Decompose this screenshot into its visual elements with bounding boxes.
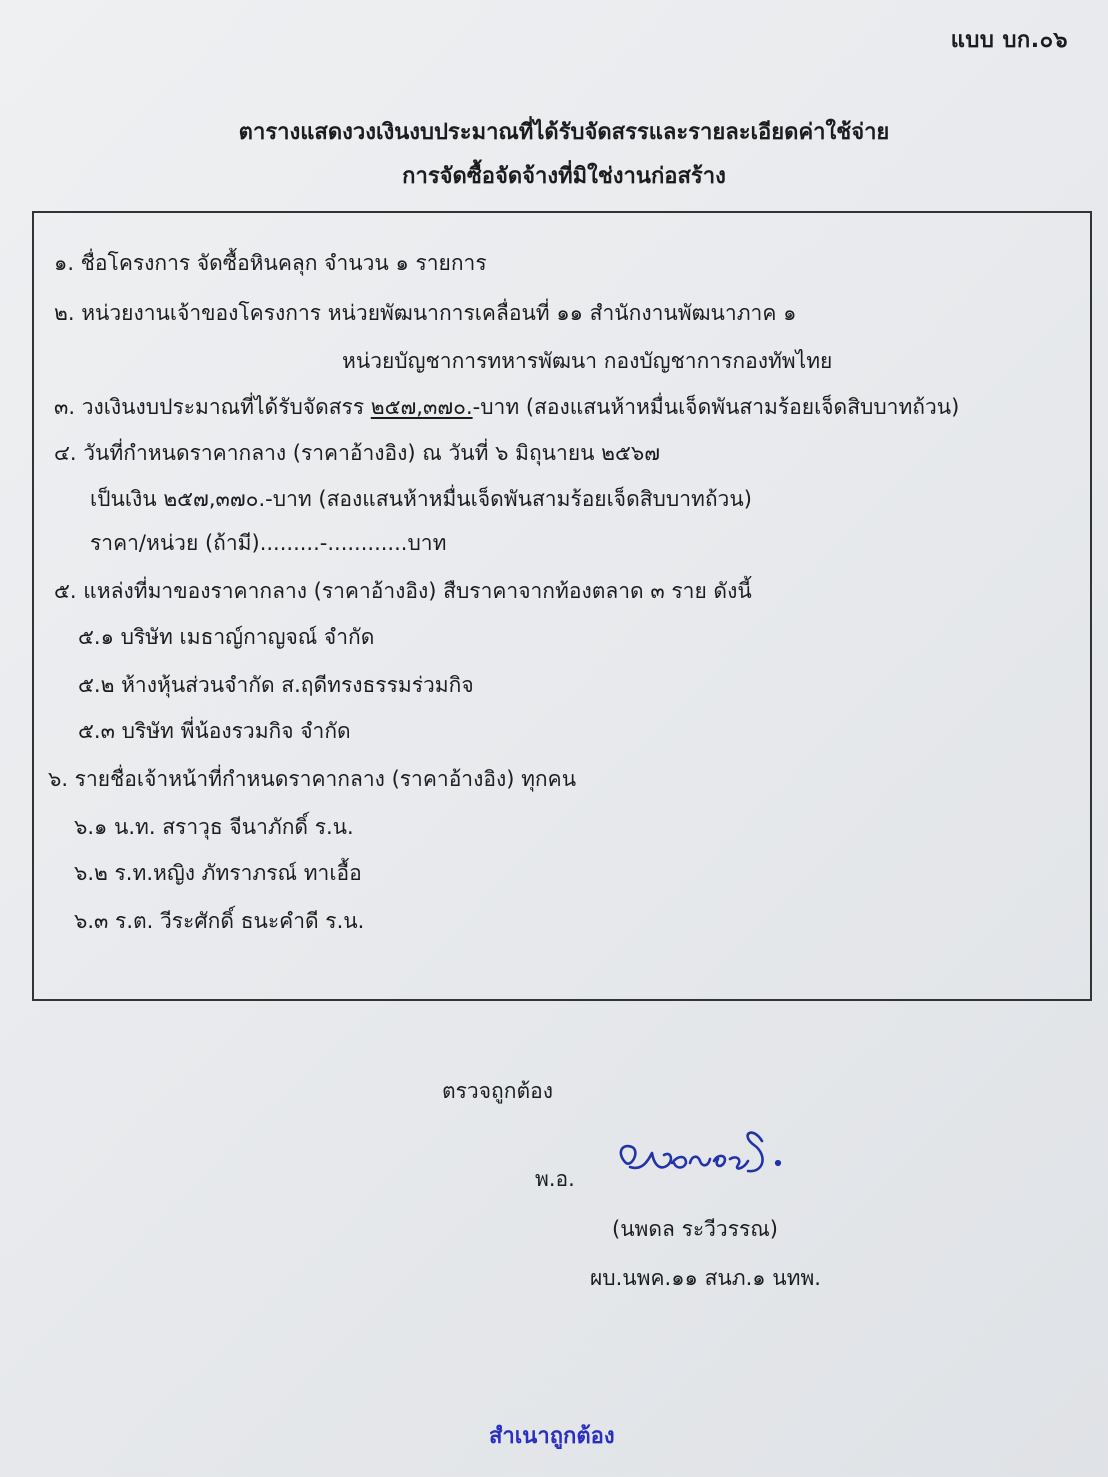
sources-heading: ๕. แหล่งที่มาของราคากลาง (ราคาอ้างอิง) สืบราคาจากท้องตลาด ๓ ราย ดังนี้ (54, 579, 752, 603)
ref-amount: เป็นเงิน ๒๕๗,๓๗๐.-บาท (สองแสนห้าหมื่นเจ็ดพันสามร้อยเจ็ดสิบบาทถ้วน) (90, 487, 752, 511)
budget-line (54, 391, 959, 424)
budget-suffix: -บาท (สองแสนห้าหมื่นเจ็ดพันสามร้อยเจ็ดสิบบาทถ้วน) (472, 395, 960, 419)
officers-heading: ๖. รายชื่อเจ้าหน้าที่กำหนดราคากลาง (ราคาอ้างอิง) ทุกคน (48, 767, 577, 791)
officer-item-2: ๖.๒ ร.ท.หญิง ภัทราภรณ์ ทาเอื้อ (74, 861, 362, 885)
project-name: ๑. ชื่อโครงการ จัดซื้อหินคลุก จำนวน ๑ รายการ (54, 251, 487, 275)
owner-line-2: หน่วยบัญชาการทหารพัฒนา กองบัญชาการกองทัพไทย (342, 349, 833, 373)
document-subtitle: การจัดซื้อจัดจ้างที่มิใช่งานก่อสร้าง (402, 164, 726, 189)
details-box (32, 211, 1092, 1001)
signer-position: ผบ.นพค.๑๑ สนภ.๑ นทพ. (590, 1266, 821, 1290)
unit-price: ราคา/หน่วย (ถ้ามี).........-............บาท (90, 531, 447, 555)
source-item-2: ๕.๒ ห้างหุ้นส่วนจำกัด ส.ฤดีทรงธรรมร่วมกิจ (78, 673, 474, 697)
signer-rank: พ.อ. (535, 1167, 575, 1191)
officer-item-3: ๖.๓ ร.ต. วีระศักดิ์ ธนะคำดี ร.น. (74, 909, 365, 933)
source-item-1: ๕.๑ บริษัท เมธาญ์กาญจณ์ จำกัด (78, 625, 375, 649)
owner-line-1: ๒. หน่วยงานเจ้าของโครงการ หน่วยพัฒนาการเคลื่อนที่ ๑๑ สำนักงานพัฒนาภาค ๑ (54, 301, 797, 325)
signer-name: (นพดล ระวีวรรณ) (612, 1217, 778, 1241)
budget-prefix: ๓. วงเงินงบประมาณที่ได้รับจัดสรร (54, 395, 371, 419)
source-item-3: ๕.๓ บริษัท พี่น้องรวมกิจ จำกัด (78, 719, 351, 743)
ref-date: ๔. วันที่กำหนดราคากลาง (ราคาอ้างอิง) ณ วันที่ ๖ มิถุนายน ๒๕๖๗ (54, 441, 661, 465)
verification-label: ตรวจถูกต้อง (442, 1079, 553, 1103)
budget-amount: ๒๕๗,๓๗๐. (370, 395, 473, 419)
document-title: ตารางแสดงวงเงินงบประมาณที่ได้รับจัดสรรและรายละเอียดค่าใช้จ่าย (238, 120, 890, 145)
certified-copy-stamp: สำเนาถูกต้อง (489, 1424, 615, 1449)
signature-image (612, 1115, 802, 1195)
form-code: แบบ บก.๐๖ (950, 28, 1068, 53)
officer-item-1: ๖.๑ น.ท. สราวุธ จีนาภักดิ์ ร.น. (74, 815, 354, 839)
